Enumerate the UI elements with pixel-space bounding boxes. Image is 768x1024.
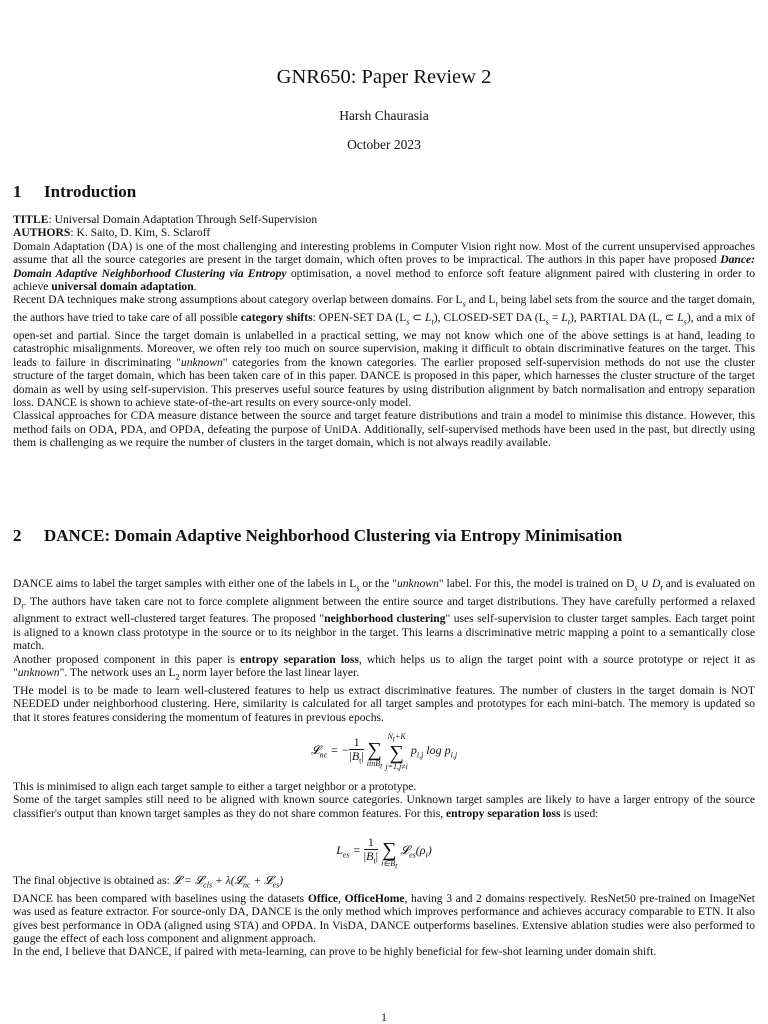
paper-authors-line [13, 226, 755, 239]
paper-author: Harsh Chaurasia [339, 108, 429, 123]
section-2-body-b [13, 780, 755, 820]
dance-paragraph-1: DANCE aims to label the target samples with either one of the labels in $L_s$ or the "unknown" label. For this, the model is trained on $D_s$ ∪ $D_t$ and is evaluated on $D_t$. The authors have taken care not to force complete alignment between the entire source and target distributions. They have carefully performed a relaxed alignment to extract well-clustered target features. The proposed "neighborhood clustering" uses self-supervision to cluster target samples. Each target point is aligned to a known class prototype in the source or to its neighbor in the target. This learns a discriminative metric mapping a point to a semantically close match. [13, 577, 755, 653]
section-number: 2 [13, 526, 22, 545]
authors-label: AUTHORS [13, 226, 71, 240]
section-2-heading [13, 525, 758, 547]
section-number: 1 [13, 182, 22, 201]
intro-paragraph-1: Domain Adaptation (DA) is one of the most challenging and interesting problems in Computer Vision right now. Most of the current unsupervised approaches assume that all the source categories are present in the target domain, which often proves to be impractical. The authors in this paper have proposed Dance: Domain Adaptive Neighborhood Clustering via Entropy optimisation, a novel method to enforce soft feature alignment paired with clustering in order to achieve universal domain adaptation. [13, 239, 756, 294]
page-number: 1 [381, 1012, 387, 1024]
intro-paragraph-3: Classical approaches for CDA measure distance between the source and target feature distributions and train a model to minimise this distance. However, this method fails on ODA, PDA, and OPDA, defeating the purpose of UniDA. Additionally, self-supervised methods have been used in the past, but directly using them is challenging as we require the number of clusters in the target domain, which is not always readily available. [13, 409, 755, 450]
dance-paragraph-5: Some of the target samples still need to be aligned with known source categories. Unknown target samples are likely to have a larger entropy of the source classifier's output than known target samples as they do not share common features. For this, entropy separation loss is used: [13, 793, 755, 820]
equation-nc-loss: 𝓛$_{nc}$ = − $\frac{1}{|B_t|}$ ∑ iinB$_t$ $N_t+K$ ∑ j=1,j≠i $p_{i,j}$ $\log p_{i,j}$ [310, 732, 458, 771]
dance-paragraph-2: Another proposed component in this paper is entropy separation loss, which helps us to align the target point with a source prototype or reject it as "unknown". The network uses an $L_2$ norm layer before the last linear layer. [13, 652, 756, 682]
section-1-body [13, 213, 755, 450]
title-value: : Universal Domain Adaptation Through Self-Supervision [48, 213, 318, 226]
paper-title-line [13, 213, 755, 226]
dance-paragraph-3: THe model is to be made to learn well-clustered features to help us extract discriminative features. The number of clusters in the target domain is NOT NEEDED under neighborhood clustering. Here, similarity is calculated for all target samples and prototypes for each mini-batch. The memory is updated so that it stores features considering the momentum of features in previous epochs. [13, 683, 755, 724]
dance-paragraph-4: This is minimised to align each target sample to either a target neighbor or a prototype. [13, 780, 417, 793]
section-1-heading [13, 181, 758, 203]
intro-paragraph-2: Recent DA techniques make strong assumptions about category overlap between domains. For $L_s$ and $L_t$ being label sets from the source and the target domain, the authors have tried to take care of all possible category shifts: OPEN-SET DA ($L_s$ ⊂ $L_t$), CLOSED-SET DA $(L_s = L_t)$, PARTIAL DA ($L_t$ ⊂ $L_s$), and a mix of open-set and partial. Since the target domain is unlabelled in a practical setting, we may not know which one of the above settings is at hand, leading to catastrophic misalignments. Moreover, we often rely too much on source supervision, making it difficult to obtain discriminative features on the target. This leads to failure in discriminating "unknown" categories from the known categories. The earlier proposed self-supervision methods do not use the cluster structure of the target domain, which has been taken care of in this paper. DANCE is proposed in this paper, which harnesses the cluster structure of the target domain as well by using self-supervision. This preserves useful source features by using distribution alignment by batch normalisation and entropy separation loss. DANCE is shown to achieve state-of-the-art results on every source-only model. [13, 293, 756, 409]
authors-value: : K. Saito, D. Kim, S. Sclaroff [70, 226, 211, 240]
title-label: TITLE [13, 213, 49, 226]
final-objective: The final objective is obtained as: 𝓛 = 𝓛$_{cls}$ + λ(𝓛$_{nc}$ + 𝓛$_{es}$) [13, 874, 284, 890]
section-title: DANCE: Domain Adaptive Neighborhood Clustering via Entropy Minimisation [44, 526, 623, 545]
dance-paragraph-7: DANCE has been compared with baselines using the datasets Office, OfficeHome, having 3 and 2 domains respectively. ResNet50 pre-trained on ImageNet was used as feature extractor. For source-only DA, DANCE is the only method which improves performance and achieves accuracy comparable to ETN. It also gives best performance in ODA (aligned using STA) and OPDA. In VisDA, DANCE outperforms baselines. Extensive ablation studies were also performed to gauge the effect of each loss component and alignment approach. [13, 891, 756, 945]
section-2-body-c [13, 874, 755, 959]
section-2-body-a [13, 577, 755, 724]
dance-paragraph-8: In the end, I believe that DANCE, if paired with meta-learning, can prove to be highly beneficial for few-shot learning under domain shift. [13, 945, 657, 959]
section-title: Introduction [44, 182, 137, 201]
equation-es-loss: $L_{es}$ = $\frac{1}{|B_t|}$ ∑ $i\in B_t$ $𝓛_{es}(\rho_i)$ [336, 834, 432, 871]
paper-title: GNR650: Paper Review 2 [276, 66, 492, 88]
paper-date: October 2023 [347, 137, 421, 152]
